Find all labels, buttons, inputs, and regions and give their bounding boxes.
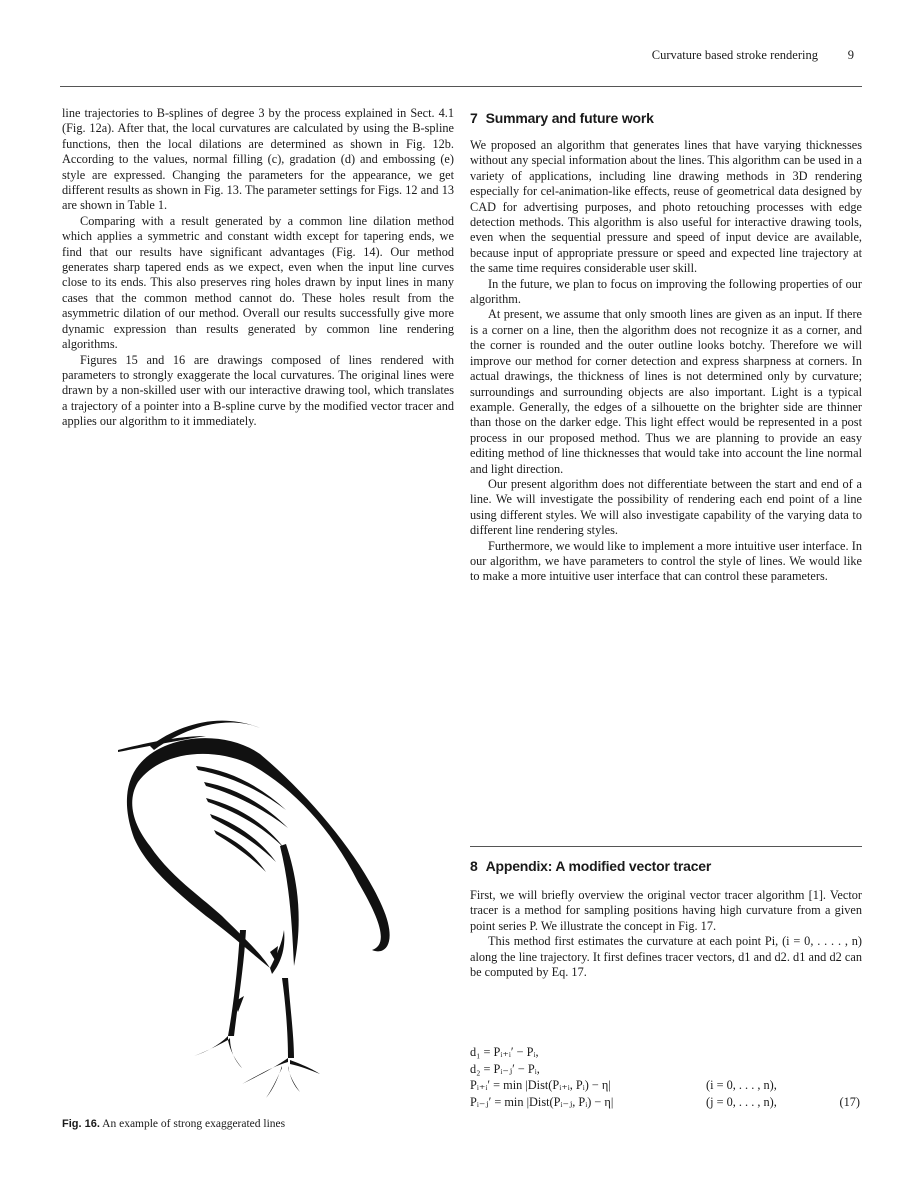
section-8-paragraph-1: First, we will briefly overview the original vector tracer algorithm [1]. Vector tracer is a method for sampling positions having high curvature from a given point series P. We illustrate the concept in Fig. 17. xyxy=(470,888,862,933)
heron-feather-stroke xyxy=(214,830,266,872)
section-8-number: 8 xyxy=(470,858,478,874)
heron-foot-right xyxy=(242,1058,288,1084)
section-7-paragraph-1: We proposed an algorithm that generates lines that have varying thicknesses without any special information about the lines. This algorithm can be used in a variety of applications, including line drawing methods in 3D rendering especially for cel-animation-like effects, reuse of geometrical data designed by CAD for advertising purposes, and photo retouching processes with edge detection methods. This algorithm is also useful for interactive drawing tools, even when the sequential pressure and speed of input device are available, because input of appropriate pressure or speed and expected line trajectory at the same time requires considerable user skill. xyxy=(470,138,862,276)
left-paragraph-1: line trajectories to B-splines of degree 3 by the process explained in Sect. 4.1 (Fig. 12a). After that, the local curvatures are calculated by using the B-spline functions, then the local dilations are determined as shown in Fig. 12b. According to the values, normal filling (c), gradation (d) and embossing (e) style are expressed. Changing the parameters for the appearance, we get different results as shown in Fig. 13. The parameter settings for Figs. 12 and 13 are shown in Table 1. xyxy=(62,106,454,213)
section-7-paragraph-5: Furthermore, we would like to implement a more intuitive user interface. In our algorithm, we have parameters to control the style of lines. We would like to make a more intuitive user interface that can control these parameters. xyxy=(470,538,862,584)
equation-line xyxy=(470,1094,862,1111)
section-8-body xyxy=(470,888,862,980)
heron-drawing-icon xyxy=(110,706,410,1106)
equation-line xyxy=(470,1044,862,1061)
running-title: Curvature based stroke rendering xyxy=(651,48,818,62)
figure-label: Fig. 16. xyxy=(62,1118,100,1130)
header-rule xyxy=(60,86,862,87)
equation-p-plus-condition: (i = 0, . . . , n), xyxy=(706,1078,777,1092)
heron-feather-stroke xyxy=(206,798,284,848)
section-7-number: 7 xyxy=(470,110,478,126)
section-7-paragraph-3: At present, we assume that only smooth lines are given as an input. If there is a corner on a line, then the algorithm does not recognize it as a corner, and the corner is rounded and the outer outline looks botchy. Therefore we will improve our method for corner detection and express sharpness at corners. In actual drawings, the thickness of lines is not determined only by curvature; surroundings and surrounding objects are also important. Light is a typical example. Generally, the edges of a silhouette on the brighter side are thinner than those on the darker edge. This light effect would be represented in a post process in our proposed method. Thus we are planning to provide an easy editing method of line thicknesses that would take into account the line normal and light direction. xyxy=(470,307,862,476)
figure-caption-text: An example of strong exaggerated lines xyxy=(102,1118,286,1130)
section-7-paragraph-4: Our present algorithm does not differentiate between the start and end of a line. We will investigate the possibility of rendering each end point of a line using different styles. We will also investigate capability of the varying data to different line rendering styles. xyxy=(470,476,862,538)
section-7-paragraph-2: In the future, we plan to focus on improving the following properties of our algorithm. xyxy=(470,276,862,307)
section-8-title: Appendix: A modified vector tracer xyxy=(485,858,712,874)
section-8-paragraph-2: This method first estimates the curvature at each point Pi, (i = 0, . . . . , n) along the line trajectory. It first defines tracer vectors, d1 and d2. d1 and d2 can be computed by Eq. 17. xyxy=(470,934,862,980)
equation-17 xyxy=(470,1044,862,1110)
equation-p-minus: Pᵢ₋ⱼ′ = min |Dist(Pᵢ₋ⱼ, Pᵢ) − η| xyxy=(470,1094,614,1109)
equation-line xyxy=(470,1077,862,1094)
heron-feather-stroke xyxy=(210,814,276,862)
heron-foot-left xyxy=(194,1036,228,1056)
page-number: 9 xyxy=(847,48,854,62)
left-paragraph-2: Comparing with a result generated by a common line dilation method which applies a symmetric and constant width except for tapering ends, we find that our results have significant advantages (Fig. 14). Our method generates sharp tapered ends as we expect, even when the input line curves close to its ends. This also preserves ring holes drawn by input lines in many cases that the common method cannot do. These holes result from the asymmetric dilation of our method. Overall our results successfully give more dynamic expression than results generated by common line rendering algorithms. xyxy=(62,213,454,352)
figure-caption xyxy=(62,1118,454,1130)
equation-line xyxy=(470,1061,862,1078)
running-head xyxy=(60,48,862,68)
section-7-title: Summary and future work xyxy=(485,110,654,126)
heron-body-outline xyxy=(127,738,390,968)
section-8-rule xyxy=(470,846,862,847)
figure-16 xyxy=(110,706,410,1106)
section-8-heading xyxy=(470,858,862,874)
equation-d2: d₂ = Pᵢ₋ⱼ′ − Pᵢ, xyxy=(470,1061,540,1076)
heron-foot-right-toe xyxy=(266,1066,282,1098)
equation-d1: d₁ = Pᵢ₊ᵢ′ − Pᵢ, xyxy=(470,1045,539,1059)
section-7-body xyxy=(470,138,862,585)
left-paragraph-3: Figures 15 and 16 are drawings composed of lines rendered with parameters to strongly exaggerate the local curvatures. The original lines were drawn by a non-skilled user with our interactive drawing tool, which translates a trajectory of a pointer into a B-spline curve by the modified vector tracer and applies our algorithm to it immediately. xyxy=(62,352,454,429)
equation-p-plus: Pᵢ₊ᵢ′ = min |Dist(Pᵢ₊ᵢ, Pᵢ) − η| xyxy=(470,1078,611,1092)
heron-leg-right xyxy=(282,978,294,1058)
left-column xyxy=(62,106,454,430)
section-7-heading xyxy=(470,110,862,126)
equation-p-minus-condition: (j = 0, . . . , n), xyxy=(706,1094,777,1109)
equation-number: (17) xyxy=(839,1094,860,1109)
heron-foot-left-toe xyxy=(228,1038,242,1068)
heron-foot-right-toe xyxy=(288,1066,300,1092)
heron-leg-left xyxy=(228,930,246,1036)
heron-foot-right-toe xyxy=(290,1060,320,1074)
